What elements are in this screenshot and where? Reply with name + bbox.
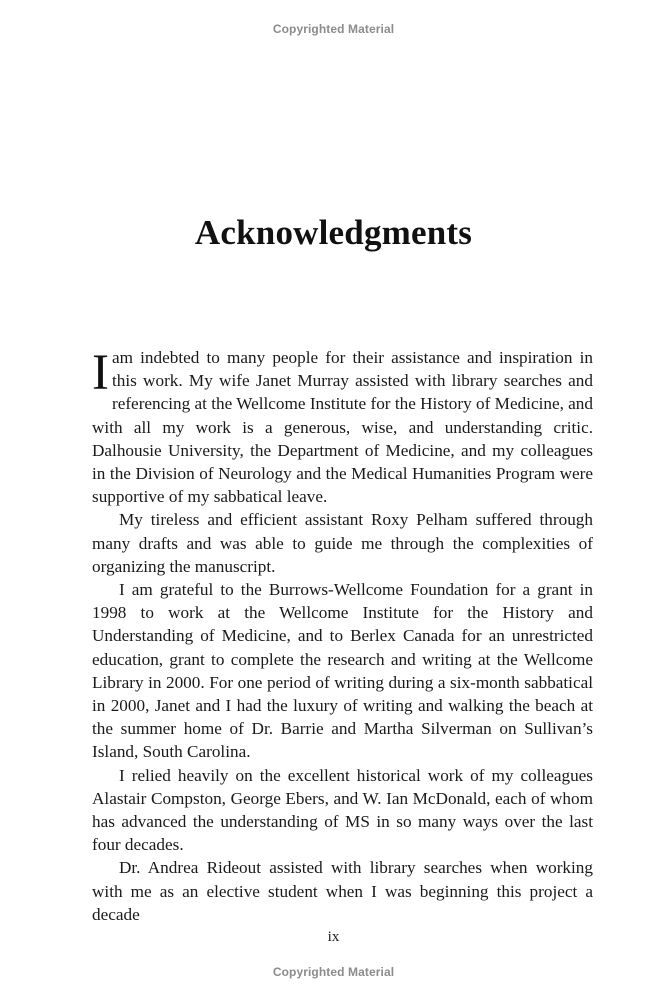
page-number: ix: [327, 929, 340, 945]
paragraph-5: Dr. Andrea Rideout assisted with library searches when working with me as an elective student when I was beginning this project a decade: [92, 858, 593, 924]
body-text: [92, 346, 593, 926]
watermark-bottom: Copyrighted Material: [272, 965, 395, 979]
paragraph-1-text: am indebted to many people for their assistance and inspiration in this work. My wife Janet Murray assisted with library searches and referencing at the Wellcome Institute for the History of Medicine, and with all my work is a generous, wise, and understanding critic. Dalhousie University, the Department of Medicine, and my colleagues in the Division of Neurology and the Medical Humanities Program were supportive of my sabbatical leave.: [92, 348, 593, 507]
paragraph-1: [92, 346, 593, 508]
paragraph-2: My tireless and efficient assistant Roxy Pelham suffered through many drafts and was able to guide me through the complexities of organizing the manuscript.: [92, 510, 593, 576]
page-title: Acknowledgments: [194, 213, 473, 252]
paragraph-4: I relied heavily on the excellent historical work of my colleagues Alastair Compston, George Ebers, and W. Ian McDonald, each of whom has advanced the understanding of MS in so many ways over the last four decades.: [92, 765, 593, 855]
watermark-top: Copyrighted Material: [272, 22, 395, 36]
drop-cap: I: [92, 345, 109, 401]
paragraph-3: I am grateful to the Burrows-Wellcome Foundation for a grant in 1998 to work at the Wellcome Institute for the History and Understanding of Medicine, and to Berlex Canada for an unrestricted education, grant to complete the research and writing at the Wellcome Library in 2000. For one period of writing during a six-month sabbatical in 2000, Janet and I had the luxury of writing and walking the beach at the summer home of Dr. Barrie and Martha Silverman on Sullivan’s Island, South Carolina.: [92, 580, 593, 762]
